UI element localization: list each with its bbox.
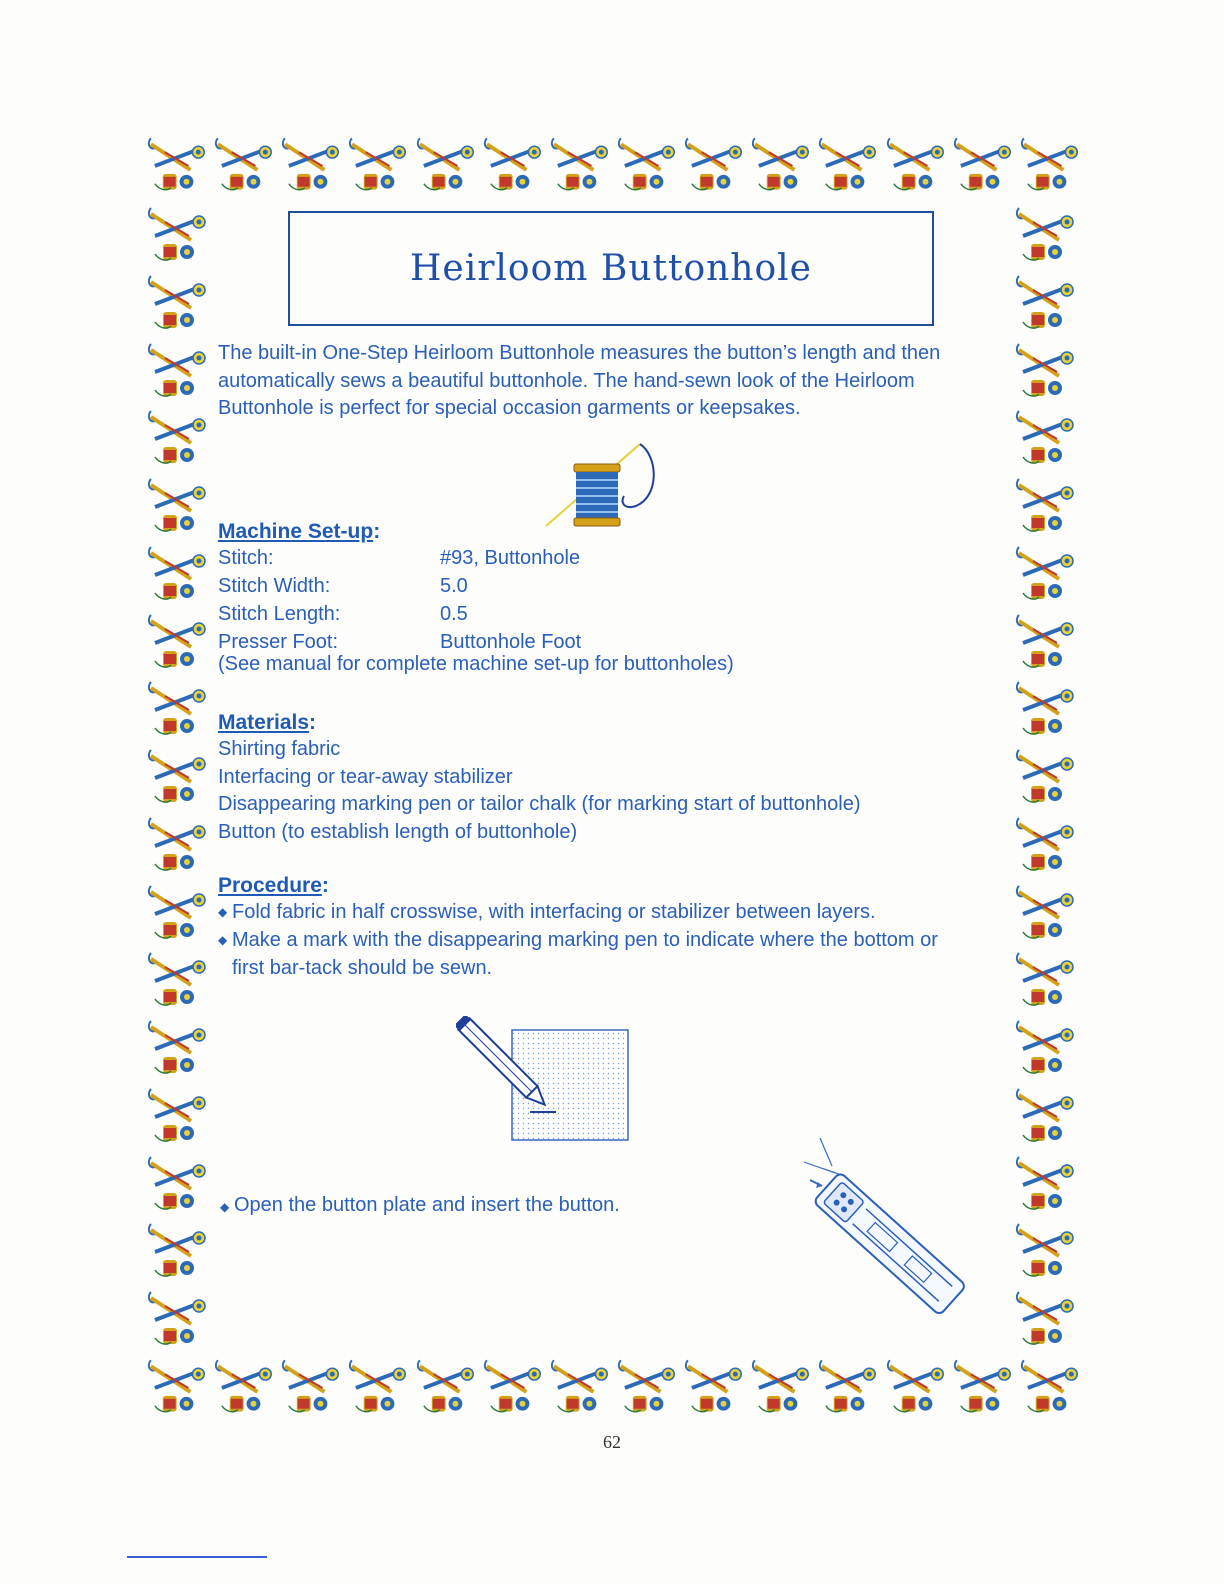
border-top xyxy=(145,130,1085,200)
scissors-spool-motif-icon xyxy=(682,130,749,196)
setup-row-stitch-length xyxy=(218,600,581,628)
scissors-spool-motif-icon xyxy=(145,674,213,740)
setup-label: Stitch Width: xyxy=(218,575,331,597)
materials-heading-suffix: : xyxy=(309,711,317,734)
materials-list xyxy=(218,736,861,846)
machine-setup-heading xyxy=(218,520,380,544)
procedure-heading xyxy=(218,874,329,898)
scissors-spool-motif-icon xyxy=(1013,268,1081,334)
scissors-spool-motif-icon xyxy=(346,1352,413,1418)
scissors-spool-motif-icon xyxy=(1013,200,1081,266)
scissors-spool-motif-icon xyxy=(145,268,213,334)
machine-setup-heading-text: Machine Set-up xyxy=(218,520,374,543)
bullet-icon: ◆ xyxy=(218,933,228,947)
page-number: 62 xyxy=(603,1432,621,1452)
procedure-step-text: Make a mark with the disappearing marking pen to indicate where the bottom or first bar-tack should be sewn. xyxy=(232,929,938,979)
setup-row-stitch xyxy=(218,544,581,572)
materials-heading-text: Materials xyxy=(218,711,310,734)
scissors-spool-motif-icon xyxy=(1013,945,1081,1011)
scissors-spool-motif-icon xyxy=(1018,1352,1085,1418)
list-item: Interfacing or tear-away stabilizer xyxy=(218,765,513,788)
scissors-spool-motif-icon xyxy=(1018,130,1085,196)
procedure-heading-text: Procedure xyxy=(218,874,322,897)
scissors-spool-motif-icon xyxy=(481,1352,548,1418)
scissors-spool-motif-icon xyxy=(615,1352,682,1418)
setup-row-presser-foot xyxy=(218,628,581,656)
scissors-spool-motif-icon xyxy=(1013,403,1081,469)
setup-value: 0.5 xyxy=(440,603,468,625)
border-left xyxy=(145,200,215,1350)
scissors-spool-motif-icon xyxy=(145,1013,213,1079)
procedure-final-step xyxy=(220,1194,620,1220)
border-bottom xyxy=(145,1352,1085,1422)
scissors-spool-motif-icon xyxy=(145,1216,213,1282)
scissors-spool-motif-icon xyxy=(951,130,1018,196)
scissors-spool-motif-icon xyxy=(212,130,279,196)
scissors-spool-motif-icon xyxy=(145,1081,213,1147)
scissors-spool-motif-icon xyxy=(145,810,213,876)
setup-note: (See manual for complete machine set-up for buttonholes) xyxy=(218,653,734,675)
scissors-spool-motif-icon xyxy=(145,336,213,402)
scissors-spool-motif-icon xyxy=(145,539,213,605)
scissors-spool-motif-icon xyxy=(145,471,213,537)
procedure-list xyxy=(218,898,1008,982)
scissors-spool-motif-icon xyxy=(212,1352,279,1418)
scissors-spool-motif-icon xyxy=(145,878,213,944)
scissors-spool-motif-icon xyxy=(1013,674,1081,740)
scissors-spool-motif-icon xyxy=(1013,878,1081,944)
title-box xyxy=(288,211,934,326)
list-item: Disappearing marking pen or tailor chalk (for marking start of buttonhole) xyxy=(218,793,861,815)
setup-row-stitch-width xyxy=(218,572,581,600)
scissors-spool-motif-icon xyxy=(145,200,213,266)
list-item: Button (to establish length of buttonhole) xyxy=(218,820,578,843)
scissors-spool-motif-icon xyxy=(682,1352,749,1418)
footer-rule xyxy=(127,1556,267,1558)
setup-label: Stitch: xyxy=(218,547,274,569)
scissors-spool-motif-icon xyxy=(145,1284,213,1350)
scissors-spool-motif-icon xyxy=(951,1352,1018,1418)
scissors-spool-motif-icon xyxy=(816,130,883,196)
bullet-icon: ◆ xyxy=(218,905,228,919)
scissors-spool-motif-icon xyxy=(145,1149,213,1215)
scissors-spool-motif-icon xyxy=(1013,607,1081,673)
scissors-spool-motif-icon xyxy=(1013,539,1081,605)
scissors-spool-motif-icon xyxy=(884,130,951,196)
scissors-spool-motif-icon xyxy=(1013,1013,1081,1079)
intro-paragraph: The built-in One-Step Heirloom Buttonhole measures the button’s length and then automatically sews a beautiful buttonhole. The hand-sewn look of the Heirloom Buttonhole is perfect for special occasion garments or keepsakes. xyxy=(218,342,941,419)
spool-needle-icon xyxy=(540,436,660,532)
procedure-step xyxy=(218,926,1008,982)
scissors-spool-motif-icon xyxy=(145,607,213,673)
scissors-spool-motif-icon xyxy=(816,1352,883,1418)
scissors-spool-motif-icon xyxy=(1013,1149,1081,1215)
scissors-spool-motif-icon xyxy=(145,945,213,1011)
procedure-step xyxy=(218,898,1008,926)
scissors-spool-motif-icon xyxy=(884,1352,951,1418)
scissors-spool-motif-icon xyxy=(1013,742,1081,808)
scissors-spool-motif-icon xyxy=(145,130,212,196)
scissors-spool-motif-icon xyxy=(414,1352,481,1418)
scissors-spool-motif-icon xyxy=(1013,1284,1081,1350)
scissors-spool-motif-icon xyxy=(1013,336,1081,402)
scissors-spool-motif-icon xyxy=(749,130,816,196)
list-item: Shirting fabric xyxy=(218,738,341,760)
scissors-spool-motif-icon xyxy=(145,742,213,808)
scissors-spool-motif-icon xyxy=(346,130,413,196)
scissors-spool-motif-icon xyxy=(1013,1216,1081,1282)
scissors-spool-motif-icon xyxy=(145,403,213,469)
buttonhole-foot-illustration xyxy=(800,1132,1000,1332)
machine-setup-heading-suffix: : xyxy=(373,520,381,543)
scissors-spool-motif-icon xyxy=(548,130,615,196)
scissors-spool-motif-icon xyxy=(1013,471,1081,537)
procedure-heading-suffix: : xyxy=(321,874,329,897)
scissors-spool-motif-icon xyxy=(145,1352,212,1418)
scissors-spool-motif-icon xyxy=(548,1352,615,1418)
machine-setup-table xyxy=(218,544,581,656)
pencil-fabric-illustration xyxy=(456,1016,636,1146)
setup-value: 5.0 xyxy=(440,575,468,597)
page-title: Heirloom Buttonhole xyxy=(410,248,812,289)
scissors-spool-motif-icon xyxy=(615,130,682,196)
scissors-spool-motif-icon xyxy=(279,130,346,196)
scissors-spool-motif-icon xyxy=(1013,1081,1081,1147)
setup-value: Buttonhole Foot xyxy=(440,631,582,653)
setup-label: Stitch Length: xyxy=(218,603,341,625)
scissors-spool-motif-icon xyxy=(749,1352,816,1418)
scissors-spool-motif-icon xyxy=(1013,810,1081,876)
scissors-spool-motif-icon xyxy=(481,130,548,196)
procedure-final-step-text: Open the button plate and insert the button. xyxy=(234,1194,620,1216)
border-right xyxy=(1013,200,1083,1350)
bullet-icon: ◆ xyxy=(220,1200,230,1214)
scissors-spool-motif-icon xyxy=(414,130,481,196)
setup-label: Presser Foot: xyxy=(218,631,339,653)
setup-value: #93, Buttonhole xyxy=(440,547,581,569)
materials-heading xyxy=(218,711,316,735)
procedure-step-text: Fold fabric in half crosswise, with interfacing or stabilizer between layers. xyxy=(232,901,876,923)
scissors-spool-motif-icon xyxy=(279,1352,346,1418)
